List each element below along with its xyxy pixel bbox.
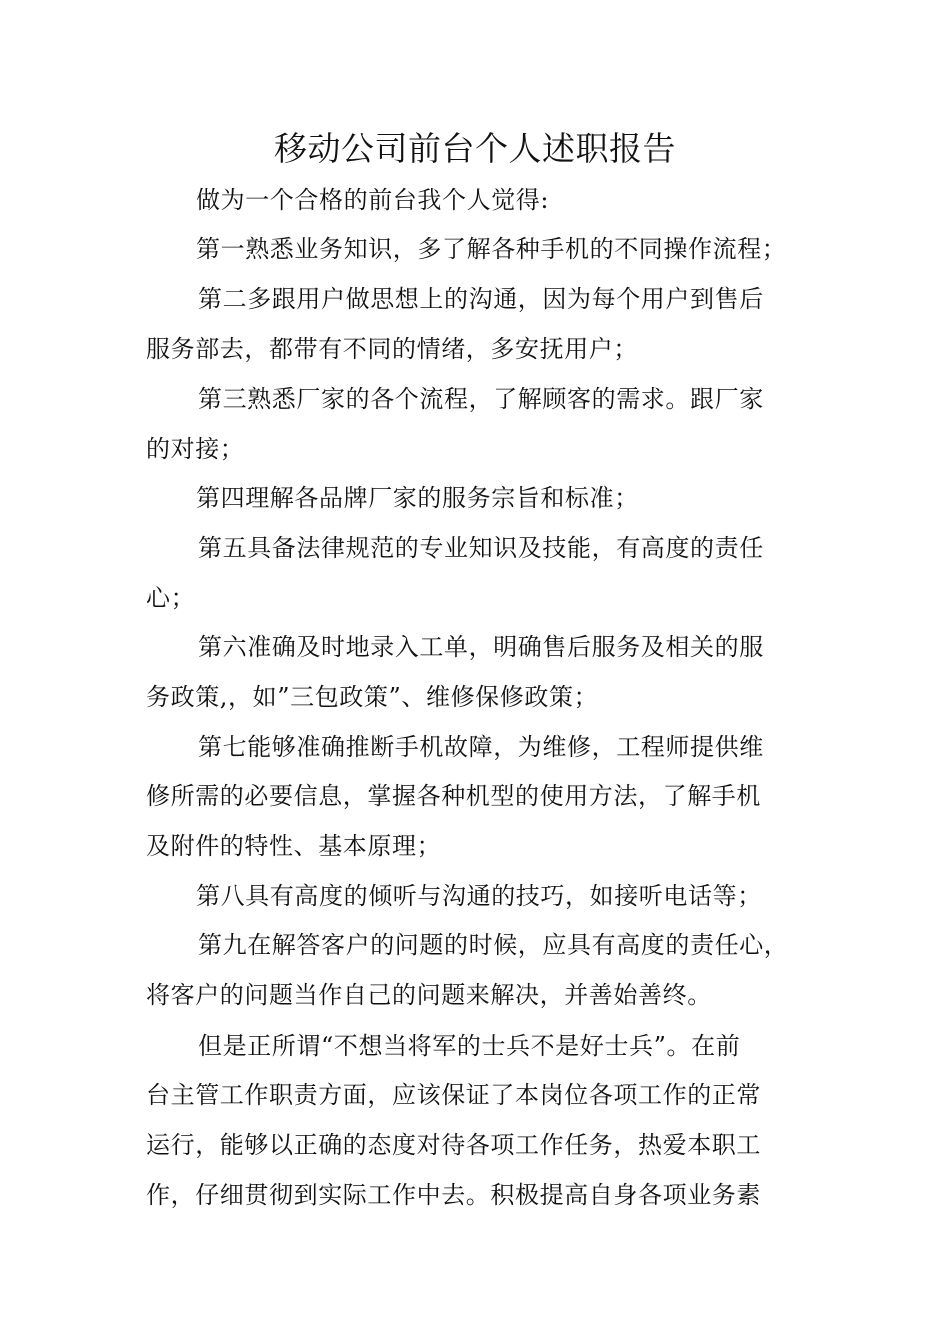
text-line: 但是正所谓“不想当将军的士兵不是好士兵”。在前 (198, 1032, 741, 1060)
text-line: 第七能够准确推断手机故障，为维修，工程师提供维 (198, 733, 764, 761)
text-line: 及附件的特性、基本原理； (146, 832, 442, 860)
text-line: 第三熟悉厂家的各个流程，了解顾客的需求。跟厂家 (198, 385, 764, 413)
text-line: 第八具有高度的倾听与沟通的技巧，如接听电话等； (196, 882, 762, 910)
text-line: 第二多跟用户做思想上的沟通，因为每个用户到售后 (198, 285, 764, 313)
text-line: 心； (146, 584, 196, 612)
document-title: 移动公司前台个人述职报告 (274, 129, 676, 168)
text-line: 将客户的问题当作自己的问题来解决，并善始善终。 (146, 981, 712, 1009)
text-line: 服务部去，都带有不同的情绪，多安抚用户； (146, 335, 638, 363)
text-line: 第一熟悉业务知识，多了解各种手机的不同操作流程； (196, 235, 787, 263)
text-line: 的对接； (146, 435, 245, 463)
text-line: 做为一个合格的前台我个人觉得: (196, 186, 550, 214)
text-line: 第五具备法律规范的专业知识及技能，有高度的责任 (198, 534, 764, 562)
text-line: 台主管工作职责方面，应该保证了本岗位各项工作的正常 (146, 1081, 761, 1109)
text-line: 第九在解答客户的问题的时候，应具有高度的责任心， (198, 931, 789, 959)
text-line: 运行，能够以正确的态度对待各项工作任务，热爱本职工 (146, 1131, 761, 1159)
text-line: 务政策,，如”三包政策”、维修保修政策； (146, 683, 599, 711)
text-line: 作，仔细贯彻到实际工作中去。积极提高自身各项业务素 (146, 1181, 761, 1209)
text-line: 修所需的必要信息，掌握各种机型的使用方法，了解手机 (146, 782, 761, 810)
text-line: 第四理解各品牌厂家的服务宗旨和标准； (196, 484, 639, 512)
text-line: 第六准确及时地录入工单，明确售后服务及相关的服 (198, 633, 764, 661)
